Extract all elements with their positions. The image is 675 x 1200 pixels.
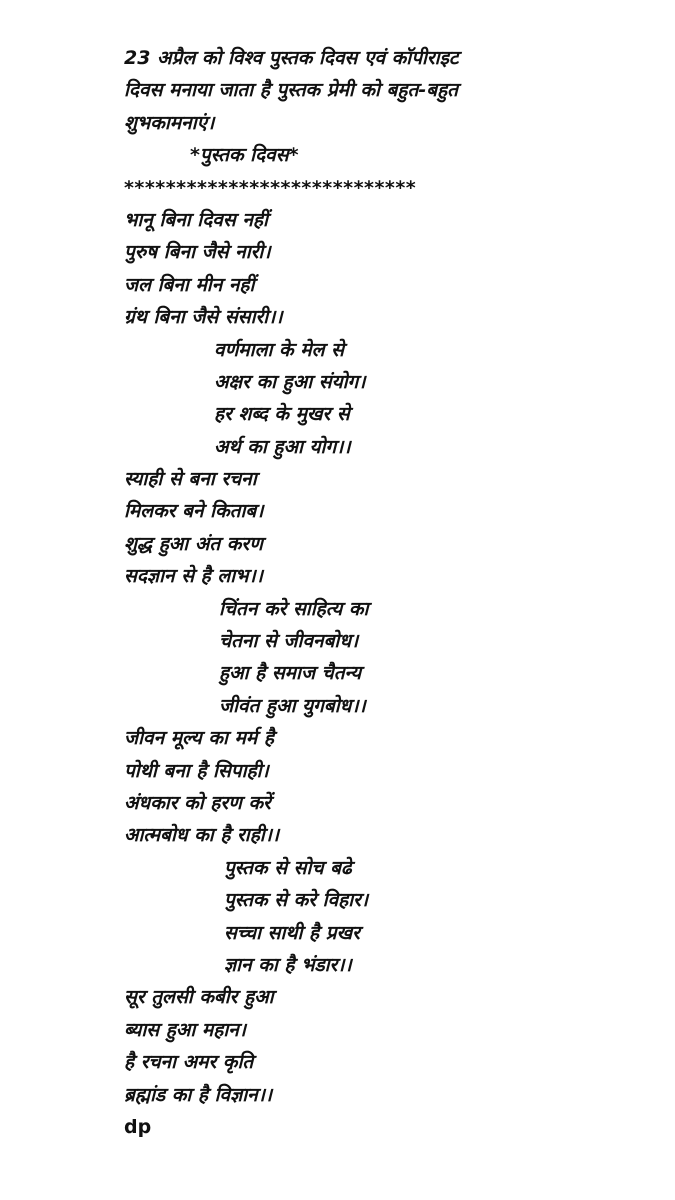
verse-line: सूर तुलसी कबीर हुआ [124, 986, 274, 1009]
poem-document [124, 42, 644, 1143]
verse-line: पुस्तक से सोच बढे [224, 856, 352, 879]
stanza-2 [124, 334, 644, 464]
intro-line: दिवस मनाया जाता है पुस्तक प्रेमी को बहुत-बहुत [124, 79, 458, 102]
verse-line: पुस्तक से करे विहार। [224, 889, 369, 912]
verse-line: अर्थ का हुआ योग।। [214, 435, 351, 458]
verse-line: चेतना से जीवनबोध। [219, 630, 359, 653]
stanza-7 [124, 981, 644, 1111]
verse-line: ग्रंथ बिना जैसे संसारी।। [124, 306, 283, 329]
verse-line: वर्णमाला के मेल से [214, 338, 344, 361]
verse-line: स्याही से बना रचना [124, 468, 257, 491]
intro-line: 23 अप्रैल को विश्व पुस्तक दिवस एवं कॉपीराइट [124, 47, 459, 69]
verse-line: है रचना अमर कृति [124, 1051, 254, 1074]
verse-line: शुद्ध हुआ अंत करण [124, 532, 263, 555]
verse-line: मिलकर बने किताब। [124, 500, 264, 523]
stanza-5 [124, 722, 644, 852]
verse-line: जल बिना मीन नहीं [124, 273, 255, 296]
verse-line: ज्ञान का है भंडार।। [224, 953, 352, 976]
verse-line: सदज्ञान से है लाभ।। [124, 565, 263, 588]
verse-line: भानू बिना दिवस नहीं [124, 208, 268, 231]
verse-line: चिंतन करे साहित्य का [219, 597, 369, 620]
verse-line: हर शब्द के मुखर से [214, 403, 350, 426]
stanza-1 [124, 204, 644, 334]
verse-line: आत्मबोध का है राही।। [124, 824, 280, 847]
star-divider: **************************** [124, 176, 417, 199]
verse-line: हुआ है समाज चैतन्य [219, 662, 362, 685]
stanza-3 [124, 463, 644, 593]
verse-line: ब्रह्मांड का है विज्ञान।। [124, 1083, 273, 1106]
intro-line: शुभकामनाएं। [124, 111, 215, 134]
verse-line: ब्यास हुआ महान। [124, 1018, 247, 1041]
verse-line: पोथी बना है सिपाही। [124, 759, 269, 782]
verse-line: पुरुष बिना जैसे नारी। [124, 241, 271, 264]
verse-line: अंधकार को हरण करें [124, 791, 271, 814]
verse-line: अक्षर का हुआ संयोग। [214, 370, 366, 393]
stanza-4 [124, 593, 644, 723]
poem-title: *पुस्तक दिवस* [190, 144, 299, 167]
verse-line: सच्चा साथी है प्रखर [224, 921, 360, 944]
stanza-6 [124, 852, 644, 982]
author-signature: dp [124, 1115, 152, 1138]
verse-line: जीवन मूल्य का मर्म है [124, 727, 274, 750]
verse-line: जीवंत हुआ युगबोध।। [219, 694, 366, 717]
